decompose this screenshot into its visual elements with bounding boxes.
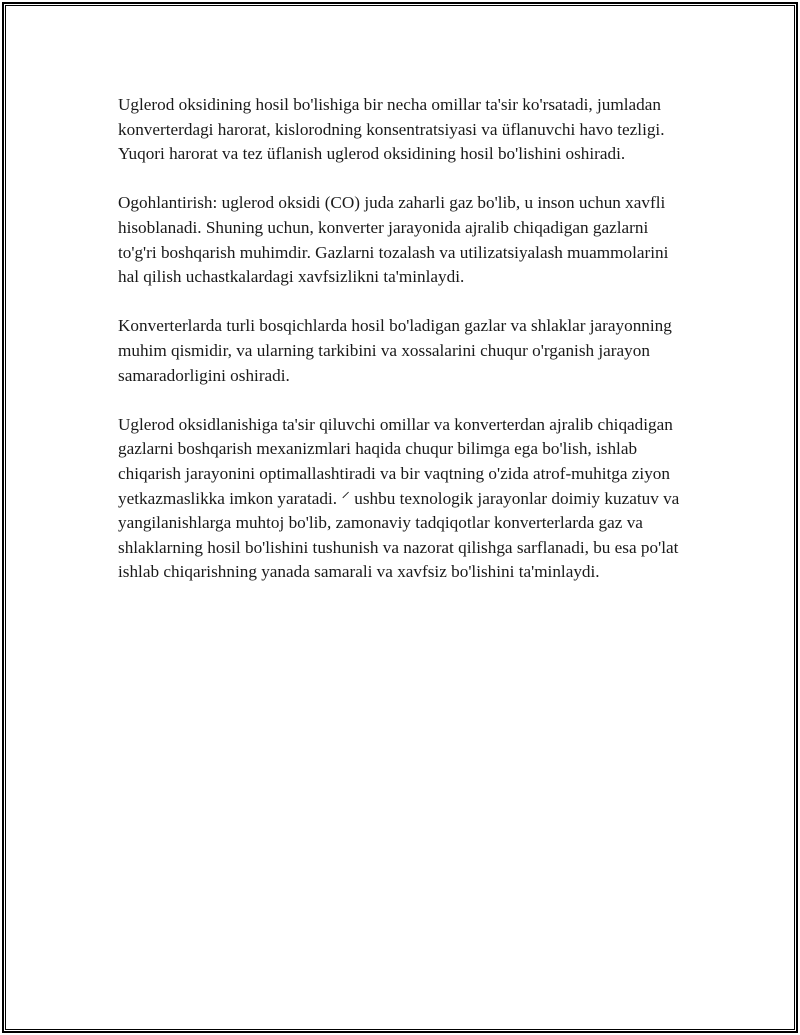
- paragraph-factors: Uglerod oksidining hosil bo'lishiga bir necha omillar ta'sir ko'rsatadi, jumladan konverterdagi harorat, kislorodning konsentratsiyasi va üflanuvchi havo tezligi. Yuqori harorat va tez üflanish uglerod oksidining hosil bo'lishini oshiradi.: [118, 95, 665, 164]
- paragraph-conclusion: Uglerod oksidlanishiga ta'sir qiluvchi omillar va konverterdan ajralib chiqadigan gazlarni boshqarish mexanizmlari haqida chuqur bilimga ega bo'lish, ishlab chiqarish jarayonini optimallashtiradi va bir vaqtning o'zida atrof-muhitga ziyon yetkazmaslikka imkon yaratadi. ⸍ ushbu texnologik jarayonlar doimiy kuzatuv va yangilanishlarga muhtoj bo'lib, zamonaviy tadqiqotlar konverterlarda gaz va shlaklarning hosil bo'lishini tushunish va nazorat qilishga sarflanadi, bu esa po'lat ishlab chiqarishning yanada samarali va xavfsiz bo'lishini ta'minlaydi.: [118, 414, 680, 582]
- paragraph-gases-slags: Konverterlarda turli bosqichlarda hosil bo'ladigan gazlar va shlaklar jarayonning muhim qismidir, va ularning tarkibini va xossalarini chuqur o'rganish jarayon samaradorligini oshiradi.: [118, 316, 672, 385]
- paragraph-warning: Ogohlantirish: uglerod oksidi (CO) juda zaharli gaz bo'lib, u inson uchun xavfli hisoblanadi. Shuning uchun, konverter jarayonida ajralib chiqadigan gazlarni to'g'ri boshqarish muhimdir. Gazlarni tozalash va utilizatsiyalash muammolarini hal qilish uchastkalardagi xavfsizlikni ta'minlaydi.: [118, 193, 669, 287]
- document-body: [118, 93, 683, 585]
